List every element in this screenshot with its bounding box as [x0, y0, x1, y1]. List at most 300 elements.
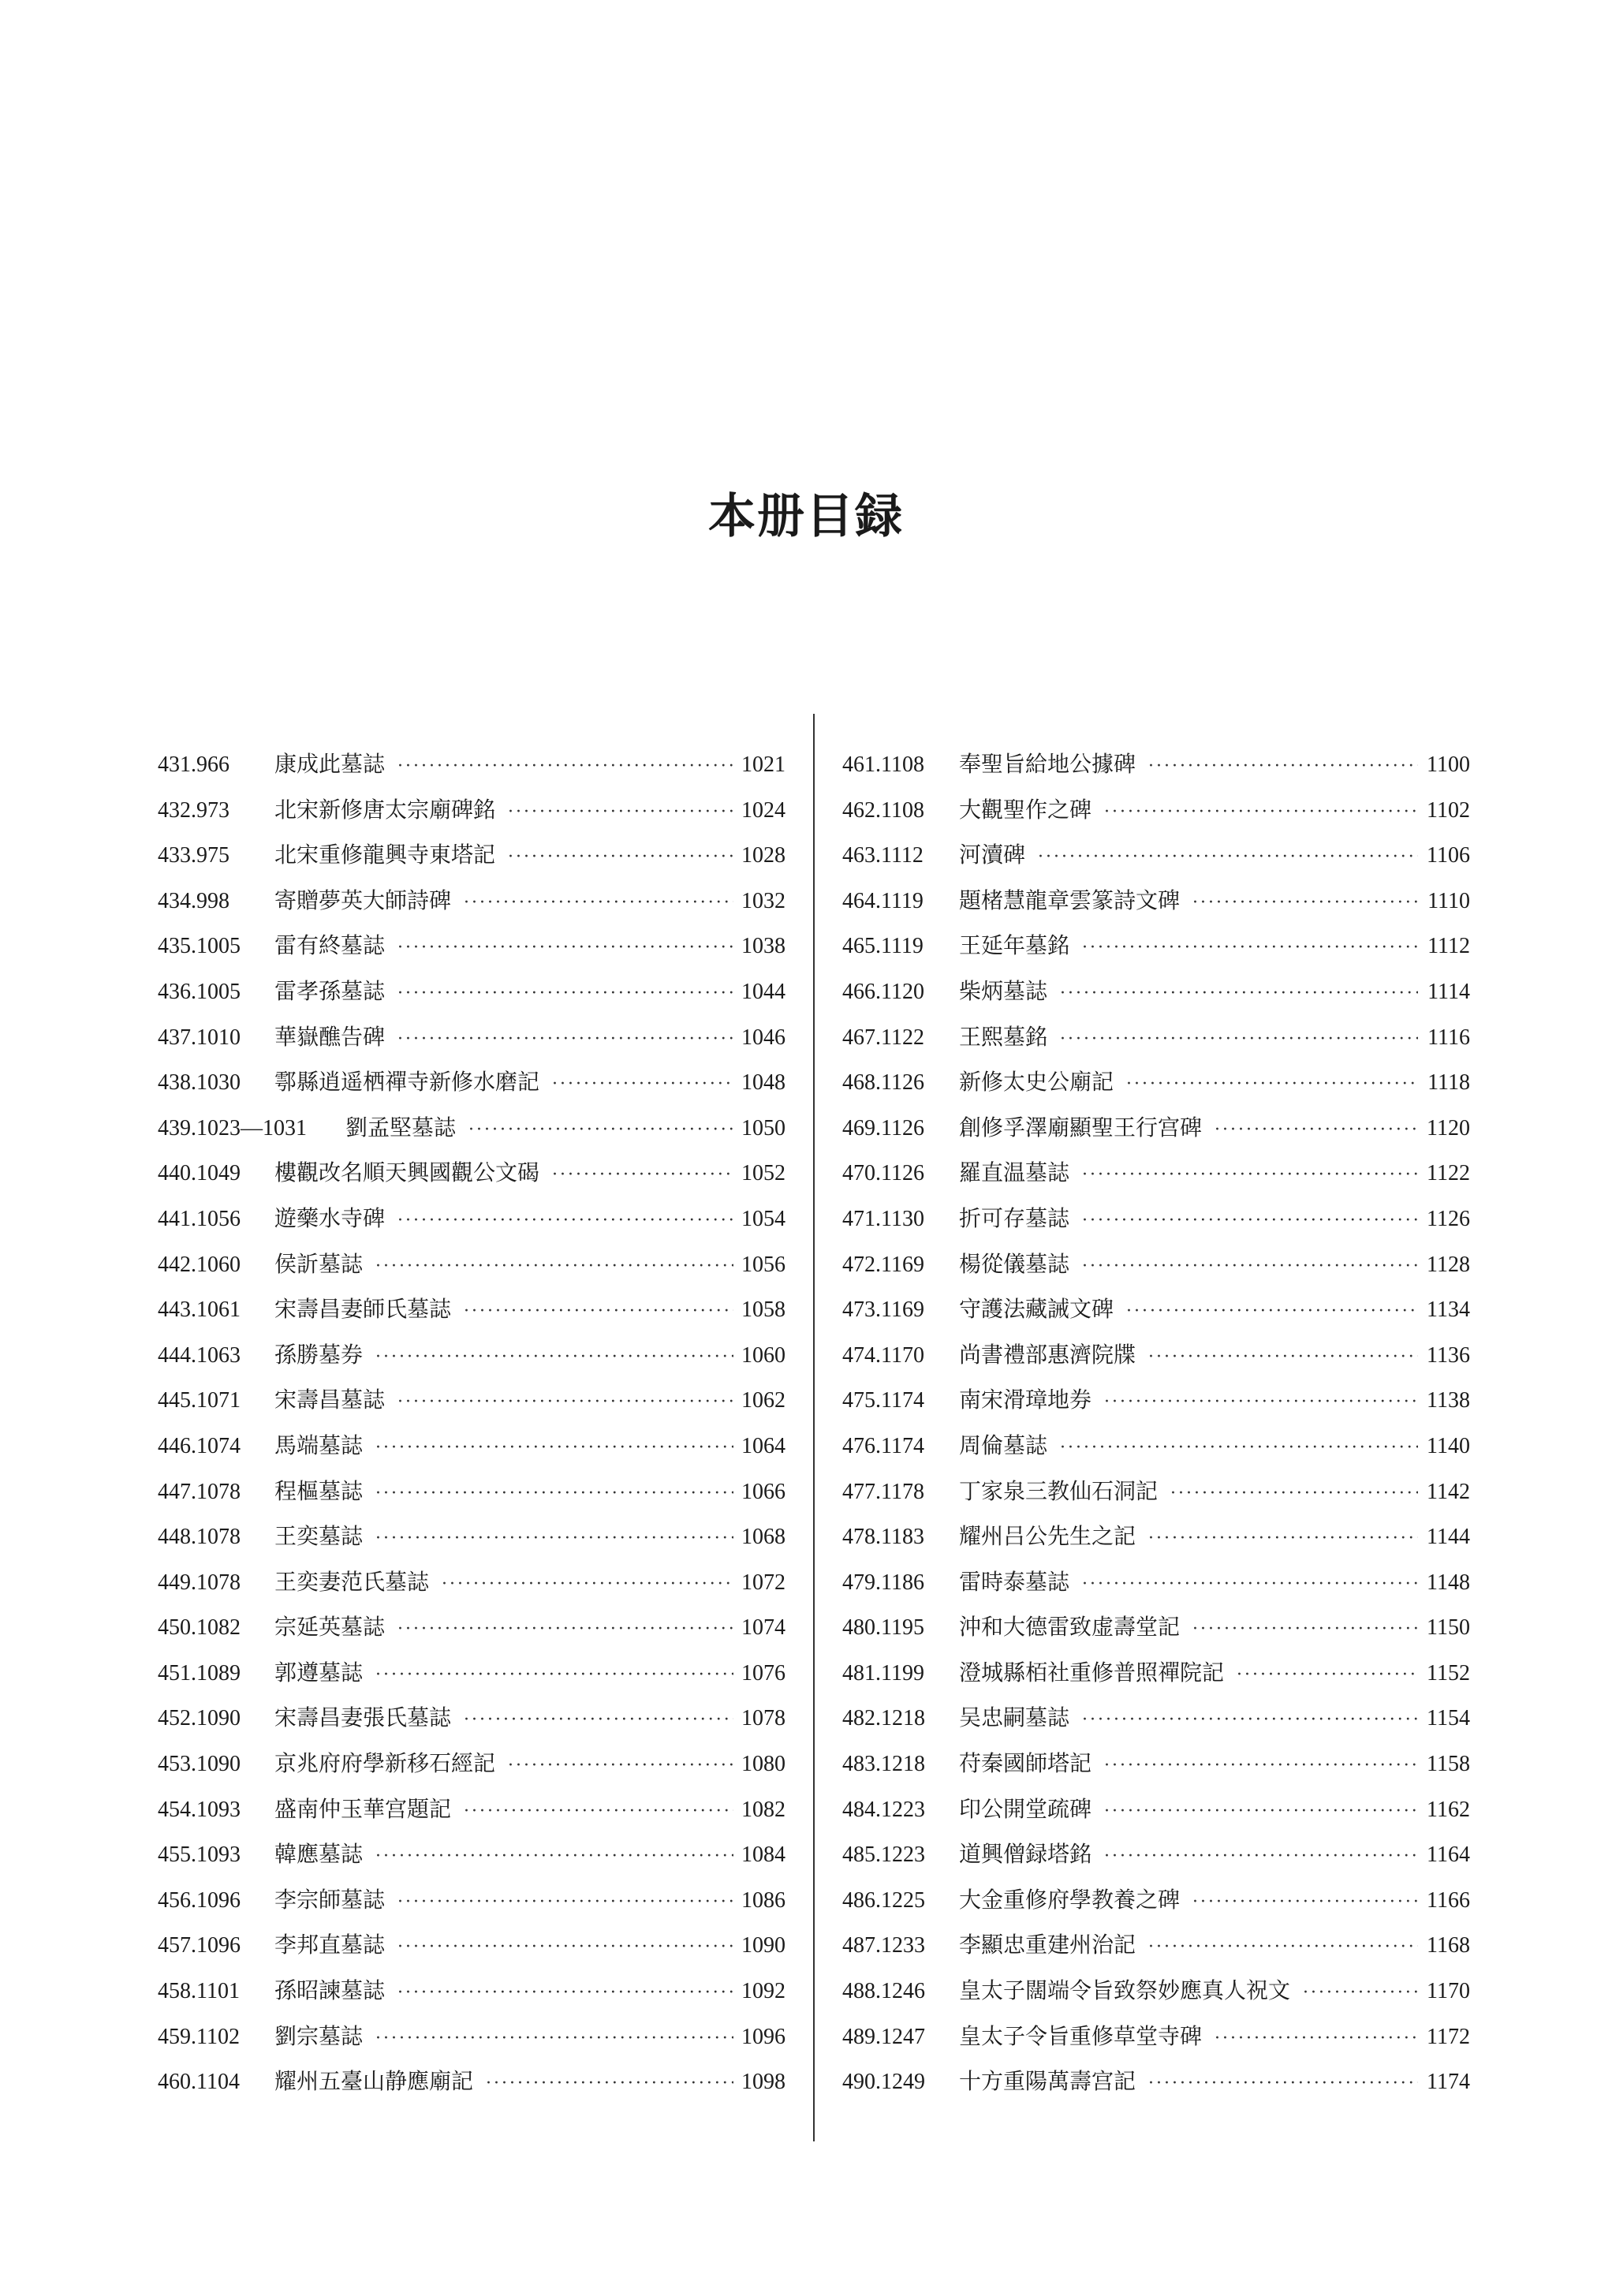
- toc-entry: [842, 2014, 1470, 2059]
- entry-title: 雷時泰墓誌: [959, 1568, 1070, 1595]
- dot-leader: [391, 1970, 733, 2016]
- entry-page-number: 1080: [741, 1752, 785, 1777]
- dot-leader: [391, 971, 733, 1017]
- entry-title: 鄠縣逍遥栖禪寺新修水磨記: [274, 1069, 540, 1096]
- dot-leader: [435, 1562, 733, 1607]
- entry-page-number: 1050: [741, 1115, 785, 1141]
- entry-number: 450.1082: [158, 1615, 241, 1641]
- entry-title: 王奕墓誌: [274, 1523, 364, 1550]
- entry-title: 盛南仲玉華宫題記: [274, 1795, 452, 1822]
- entry-title: 皇太子令旨重修草堂寺碑: [959, 2022, 1203, 2049]
- entry-title: 孫勝墓券: [274, 1341, 364, 1368]
- toc-entry: [158, 1423, 785, 1469]
- entry-page-number: 1138: [1427, 1388, 1470, 1413]
- entry-page-number: 1164: [1427, 1842, 1470, 1868]
- entry-number: 477.1178: [842, 1479, 924, 1504]
- entry-number: 449.1078: [158, 1570, 241, 1595]
- dot-leader: [391, 744, 733, 790]
- entry-title: 劉宗墓誌: [274, 2022, 364, 2049]
- entry-number: 471.1130: [842, 1206, 924, 1231]
- entry-title: 王延年墓銘: [959, 932, 1070, 959]
- entry-page-number: 1158: [1427, 1752, 1470, 1777]
- toc-entry: [842, 1014, 1470, 1060]
- entry-number: 484.1223: [842, 1797, 925, 1822]
- entry-number: 487.1233: [842, 1933, 925, 1958]
- entry-title: 寄贈夢英大師詩碑: [274, 887, 452, 913]
- entry-page-number: 1038: [741, 934, 785, 959]
- entry-title: 南宋滑璋地券: [959, 1387, 1092, 1413]
- entry-title: 周倫墓誌: [959, 1432, 1048, 1458]
- entry-page-number: 1060: [741, 1342, 785, 1368]
- dot-leader: [502, 834, 733, 880]
- entry-number: 479.1186: [842, 1570, 924, 1595]
- toc-entry: [158, 1286, 785, 1332]
- entry-page-number: 1072: [741, 1570, 785, 1595]
- entry-page-number: 1170: [1427, 1979, 1470, 2004]
- entry-page-number: 1028: [741, 843, 785, 868]
- toc-entry: [158, 1831, 785, 1877]
- toc-entry: [158, 1469, 785, 1514]
- entry-page-number: 1076: [741, 1660, 785, 1686]
- page-title: 本册目録: [708, 489, 904, 545]
- entry-number: 474.1170: [842, 1342, 924, 1368]
- toc-left-column: [158, 741, 785, 2104]
- entry-number: 488.1246: [842, 1979, 925, 2004]
- dot-leader: [369, 1471, 733, 1517]
- toc-entry: [842, 1831, 1470, 1877]
- entry-number: 459.1102: [158, 2024, 240, 2049]
- entry-page-number: 1118: [1427, 1070, 1470, 1096]
- entry-number: 452.1090: [158, 1706, 241, 1731]
- entry-number: 431.966: [158, 752, 229, 777]
- entry-page-number: 1098: [741, 2070, 785, 2095]
- entry-number: 467.1122: [842, 1025, 924, 1050]
- entry-title: 馬端墓誌: [274, 1432, 364, 1458]
- entry-title: 苻秦國師塔記: [959, 1750, 1092, 1777]
- entry-title: 王奕妻范氏墓誌: [274, 1568, 430, 1595]
- entry-page-number: 1056: [741, 1252, 785, 1277]
- dot-leader: [391, 1607, 733, 1652]
- entry-title: 大觀聖作之碑: [959, 796, 1092, 823]
- entry-title: 華嶽醮告碑: [274, 1023, 386, 1050]
- entry-page-number: 1152: [1427, 1660, 1470, 1686]
- entry-page-number: 1126: [1427, 1206, 1470, 1231]
- entry-page-number: 1086: [741, 1887, 785, 1913]
- entry-title: 康成此墓誌: [274, 751, 386, 777]
- toc-entry: [158, 1604, 785, 1650]
- entry-number: 465.1119: [842, 934, 924, 959]
- dot-leader: [1054, 1425, 1418, 1471]
- entry-title: 吴忠嗣墓誌: [959, 1704, 1070, 1731]
- dot-leader: [369, 1425, 733, 1471]
- toc-entry: [842, 1241, 1470, 1287]
- entry-page-number: 1058: [741, 1297, 785, 1323]
- entry-page-number: 1112: [1427, 934, 1470, 959]
- entry-number: 451.1089: [158, 1660, 241, 1686]
- entry-page-number: 1172: [1427, 2024, 1470, 2049]
- toc-entry: [842, 832, 1470, 878]
- dot-leader: [1076, 925, 1418, 971]
- toc-entry: [842, 1695, 1470, 1741]
- toc-entry: [842, 969, 1470, 1014]
- entry-page-number: 1140: [1427, 1433, 1470, 1458]
- entry-page-number: 1024: [741, 797, 785, 823]
- entry-number: 437.1010: [158, 1025, 241, 1050]
- entry-page-number: 1066: [741, 1479, 785, 1504]
- entry-title: 耀州五臺山静應廟記: [274, 2068, 474, 2095]
- toc-entry: [842, 1469, 1470, 1514]
- dot-leader: [369, 1516, 733, 1562]
- toc-entry: [158, 1059, 785, 1105]
- entry-page-number: 1154: [1427, 1706, 1470, 1731]
- entry-number: 439.1023—1031: [158, 1115, 307, 1141]
- entry-page-number: 1032: [741, 888, 785, 913]
- entry-number: 453.1090: [158, 1752, 241, 1777]
- toc-entry: [158, 923, 785, 969]
- entry-number: 458.1101: [158, 1979, 240, 2004]
- entry-title: 宋壽昌墓誌: [274, 1387, 386, 1413]
- entry-number: 454.1093: [158, 1797, 241, 1822]
- entry-number: 473.1169: [842, 1297, 924, 1323]
- entry-number: 440.1049: [158, 1161, 241, 1186]
- entry-title: 沖和大德雷致虚壽堂記: [959, 1614, 1181, 1641]
- dot-leader: [369, 1652, 733, 1698]
- entry-page-number: 1096: [741, 2024, 785, 2049]
- entry-title: 北宋重修龍興寺東塔記: [274, 842, 496, 868]
- dot-leader: [502, 1743, 733, 1789]
- toc-entry: [842, 1150, 1470, 1196]
- entry-title: 樓觀改名順天興國觀公文碣: [274, 1159, 540, 1186]
- toc-entry: [842, 1105, 1470, 1151]
- entry-number: 442.1060: [158, 1252, 241, 1277]
- entry-title: 河瀆碑: [959, 842, 1026, 868]
- toc-entry: [158, 1105, 785, 1151]
- entry-page-number: 1074: [741, 1615, 785, 1641]
- entry-page-number: 1136: [1427, 1342, 1470, 1368]
- dot-leader: [1208, 2016, 1418, 2062]
- toc-entry: [842, 1650, 1470, 1696]
- entry-page-number: 1100: [1427, 752, 1470, 777]
- dot-leader: [369, 2016, 733, 2062]
- entry-title: 印公開堂疏碑: [959, 1795, 1092, 1822]
- dot-leader: [457, 1289, 733, 1335]
- entry-title: 耀州吕公先生之記: [959, 1523, 1136, 1550]
- dot-leader: [1098, 790, 1418, 835]
- entry-number: 444.1063: [158, 1342, 241, 1368]
- entry-number: 433.975: [158, 843, 229, 868]
- entry-number: 438.1030: [158, 1070, 241, 1096]
- toc-entry: [158, 1014, 785, 1060]
- entry-title: 楊從儀墓誌: [959, 1250, 1070, 1277]
- dot-leader: [1120, 1062, 1418, 1107]
- toc-entry: [842, 1786, 1470, 1832]
- toc-entry: [842, 1922, 1470, 1968]
- entry-number: 468.1126: [842, 1070, 924, 1096]
- entry-page-number: 1114: [1427, 979, 1470, 1004]
- entry-number: 436.1005: [158, 979, 241, 1004]
- dot-leader: [1142, 1516, 1418, 1562]
- toc-entry: [158, 787, 785, 833]
- toc-entry: [158, 1377, 785, 1423]
- entry-title: 大金重修府學教養之碑: [959, 1886, 1181, 1913]
- dot-leader: [391, 925, 733, 971]
- toc-entry: [158, 1695, 785, 1741]
- toc-right-column: [842, 741, 1470, 2104]
- dot-leader: [1142, 2061, 1418, 2107]
- toc-entry: [158, 1968, 785, 2014]
- dot-leader: [1098, 1743, 1418, 1789]
- dot-leader: [462, 1107, 733, 1153]
- toc-entry: [842, 923, 1470, 969]
- entry-number: 464.1119: [842, 888, 924, 913]
- dot-leader: [391, 1017, 733, 1062]
- toc-entry: [842, 1741, 1470, 1786]
- entry-title: 程樞墓誌: [274, 1477, 364, 1504]
- entry-title: 劉孟堅墓誌: [345, 1114, 457, 1141]
- entry-number: 445.1071: [158, 1388, 241, 1413]
- toc-entry: [158, 1741, 785, 1786]
- entry-number: 456.1096: [158, 1887, 241, 1913]
- entry-title: 十方重陽萬壽宫記: [959, 2068, 1136, 2095]
- entry-title: 柴炳墓誌: [959, 977, 1048, 1004]
- toc-entry: [842, 2059, 1470, 2104]
- dot-leader: [1208, 1107, 1418, 1153]
- entry-title: 王熙墓銘: [959, 1023, 1048, 1050]
- entry-page-number: 1084: [741, 1842, 785, 1868]
- dot-leader: [369, 1335, 733, 1380]
- toc-entry: [158, 969, 785, 1014]
- entry-page-number: 1102: [1427, 797, 1470, 823]
- dot-leader: [546, 1152, 733, 1198]
- entry-title: 宋壽昌妻師氏墓誌: [274, 1296, 452, 1323]
- entry-title: 丁家泉三教仙石洞記: [959, 1477, 1159, 1504]
- toc-entry: [842, 1286, 1470, 1332]
- dot-leader: [1142, 1335, 1418, 1380]
- entry-title: 澄城縣栢社重修普照禪院記: [959, 1659, 1225, 1686]
- dot-leader: [1076, 1244, 1418, 1290]
- entry-title: 遊藥水寺碑: [274, 1204, 386, 1231]
- entry-number: 460.1104: [158, 2070, 240, 2095]
- entry-page-number: 1142: [1427, 1479, 1470, 1504]
- dot-leader: [1098, 1834, 1418, 1880]
- toc-entry: [158, 1922, 785, 1968]
- dot-leader: [1120, 1289, 1418, 1335]
- toc-entry: [842, 878, 1470, 924]
- entry-title: 新修太史公廟記: [959, 1069, 1114, 1096]
- entry-title: 郭遵墓誌: [274, 1659, 364, 1686]
- entry-title: 折可存墓誌: [959, 1204, 1070, 1231]
- toc-entry: [158, 1196, 785, 1241]
- entry-title: 韓應墓誌: [274, 1841, 364, 1868]
- entry-title: 道興僧録塔銘: [959, 1841, 1092, 1868]
- toc-entry: [158, 1650, 785, 1696]
- toc-entry: [842, 1423, 1470, 1469]
- entry-title: 雷孝孫墓誌: [274, 977, 386, 1004]
- dot-leader: [1142, 1925, 1418, 1970]
- entry-number: 446.1074: [158, 1433, 241, 1458]
- dot-leader: [391, 1198, 733, 1244]
- dot-leader: [1164, 1471, 1418, 1517]
- entry-number: 448.1078: [158, 1525, 241, 1550]
- entry-page-number: 1078: [741, 1706, 785, 1731]
- entry-number: 463.1112: [842, 843, 924, 868]
- dot-leader: [1076, 1198, 1418, 1244]
- entry-title: 侯訢墓誌: [274, 1250, 364, 1277]
- entry-page-number: 1044: [741, 979, 785, 1004]
- entry-number: 457.1096: [158, 1933, 241, 1958]
- toc-entry: [158, 2014, 785, 2059]
- entry-number: 480.1195: [842, 1615, 924, 1641]
- entry-page-number: 1168: [1427, 1933, 1470, 1958]
- entry-number: 472.1169: [842, 1252, 924, 1277]
- entry-number: 466.1120: [842, 979, 924, 1004]
- dot-leader: [391, 1379, 733, 1425]
- entry-page-number: 1082: [741, 1797, 785, 1822]
- entry-title: 宗延英墓誌: [274, 1614, 386, 1641]
- entry-number: 490.1249: [842, 2070, 925, 2095]
- entry-number: 462.1108: [842, 797, 924, 823]
- entry-page-number: 1120: [1427, 1115, 1470, 1141]
- dot-leader: [1186, 880, 1418, 926]
- entry-title: 京兆府府學新移石經記: [274, 1750, 496, 1777]
- toc-entry: [842, 1377, 1470, 1423]
- entry-page-number: 1134: [1427, 1297, 1470, 1323]
- dot-leader: [369, 1834, 733, 1880]
- toc-entry: [158, 1514, 785, 1559]
- entry-title: 李顯忠重建州治記: [959, 1932, 1136, 1958]
- entry-title: 題楮慧龍章雲篆詩文碑: [959, 887, 1181, 913]
- entry-title: 守護法藏誡文碑: [959, 1296, 1114, 1323]
- entry-page-number: 1148: [1427, 1570, 1470, 1595]
- entry-number: 461.1108: [842, 752, 924, 777]
- dot-leader: [1142, 744, 1418, 790]
- entry-page-number: 1092: [741, 1979, 785, 2004]
- toc-entry: [842, 787, 1470, 833]
- dot-leader: [1098, 1379, 1418, 1425]
- entry-number: 489.1247: [842, 2024, 925, 2049]
- entry-page-number: 1021: [741, 752, 785, 777]
- entry-title: 創修孚澤廟顯聖王行宫碑: [959, 1114, 1203, 1141]
- entry-page-number: 1064: [741, 1433, 785, 1458]
- toc-entry: [158, 1241, 785, 1287]
- entry-number: 443.1061: [158, 1297, 241, 1323]
- entry-title: 李邦直墓誌: [274, 1932, 386, 1958]
- entry-number: 482.1218: [842, 1706, 925, 1731]
- entry-page-number: 1110: [1427, 888, 1470, 913]
- dot-leader: [479, 2061, 733, 2107]
- dot-leader: [391, 1925, 733, 1970]
- entry-title: 孫昭諫墓誌: [274, 1977, 386, 2004]
- entry-title: 羅直温墓誌: [959, 1159, 1070, 1186]
- dot-leader: [1186, 1880, 1418, 1925]
- entry-page-number: 1166: [1427, 1887, 1470, 1913]
- entry-page-number: 1162: [1427, 1797, 1470, 1822]
- entry-number: 483.1218: [842, 1752, 925, 1777]
- dot-leader: [1098, 1789, 1418, 1835]
- entry-page-number: 1150: [1427, 1615, 1470, 1641]
- entry-number: 470.1126: [842, 1161, 924, 1186]
- toc-entry: [158, 832, 785, 878]
- entry-title: 尚書禮部惠濟院牒: [959, 1341, 1136, 1368]
- dot-leader: [457, 1789, 733, 1835]
- dot-leader: [457, 1697, 733, 1743]
- toc-entry: [158, 878, 785, 924]
- dot-leader: [1054, 971, 1418, 1017]
- entry-number: 434.998: [158, 888, 229, 913]
- dot-leader: [502, 790, 733, 835]
- entry-page-number: 1048: [741, 1070, 785, 1096]
- toc-entry: [842, 1059, 1470, 1105]
- toc-entry: [158, 1786, 785, 1832]
- dot-leader: [391, 1880, 733, 1925]
- entry-title: 宋壽昌妻張氏墓誌: [274, 1704, 452, 1731]
- dot-leader: [1032, 834, 1418, 880]
- entry-page-number: 1128: [1427, 1252, 1470, 1277]
- entry-number: 469.1126: [842, 1115, 924, 1141]
- toc-entry: [842, 1559, 1470, 1605]
- entry-page-number: 1122: [1427, 1161, 1470, 1186]
- entry-number: 478.1183: [842, 1525, 924, 1550]
- entry-number: 481.1199: [842, 1660, 924, 1686]
- entry-number: 455.1093: [158, 1842, 241, 1868]
- entry-number: 486.1225: [842, 1887, 925, 1913]
- entry-number: 447.1078: [158, 1479, 241, 1504]
- dot-leader: [1076, 1697, 1418, 1743]
- entry-number: 435.1005: [158, 934, 241, 959]
- toc-entry: [158, 1877, 785, 1923]
- entry-title: 雷有終墓誌: [274, 932, 386, 959]
- dot-leader: [369, 1244, 733, 1290]
- toc-entry: [842, 1514, 1470, 1559]
- dot-leader: [1297, 1970, 1418, 2016]
- dot-leader: [1186, 1607, 1418, 1652]
- toc-entry: [158, 1332, 785, 1378]
- entry-page-number: 1106: [1427, 843, 1470, 868]
- entry-page-number: 1174: [1427, 2070, 1470, 2095]
- toc-entry: [158, 741, 785, 787]
- toc-entry: [842, 1604, 1470, 1650]
- entry-number: 475.1174: [842, 1388, 924, 1413]
- entry-title: 李宗師墓誌: [274, 1886, 386, 1913]
- entry-page-number: 1062: [741, 1388, 785, 1413]
- dot-leader: [546, 1062, 733, 1107]
- entry-page-number: 1054: [741, 1206, 785, 1231]
- toc-entry: [842, 1332, 1470, 1378]
- entry-title: 皇太子闊端令旨致祭妙應真人祝文: [959, 1977, 1291, 2004]
- entry-number: 432.973: [158, 797, 229, 823]
- entry-number: 476.1174: [842, 1433, 924, 1458]
- entry-title: 奉聖旨給地公據碑: [959, 751, 1136, 777]
- toc-entry: [842, 1968, 1470, 2014]
- dot-leader: [1054, 1017, 1418, 1062]
- entry-page-number: 1144: [1427, 1525, 1470, 1550]
- entry-page-number: 1052: [741, 1161, 785, 1186]
- entry-page-number: 1116: [1427, 1025, 1470, 1050]
- entry-title: 北宋新修唐太宗廟碑銘: [274, 796, 496, 823]
- dot-leader: [1076, 1152, 1418, 1198]
- toc-entry: [158, 1150, 785, 1196]
- dot-leader: [1076, 1562, 1418, 1607]
- toc-entry: [842, 1877, 1470, 1923]
- column-divider: [813, 714, 815, 2141]
- entry-page-number: 1068: [741, 1525, 785, 1550]
- toc-entry: [842, 1196, 1470, 1241]
- entry-page-number: 1046: [741, 1025, 785, 1050]
- dot-leader: [1230, 1652, 1418, 1698]
- toc-entry: [842, 741, 1470, 787]
- toc-entry: [158, 2059, 785, 2104]
- dot-leader: [457, 880, 733, 926]
